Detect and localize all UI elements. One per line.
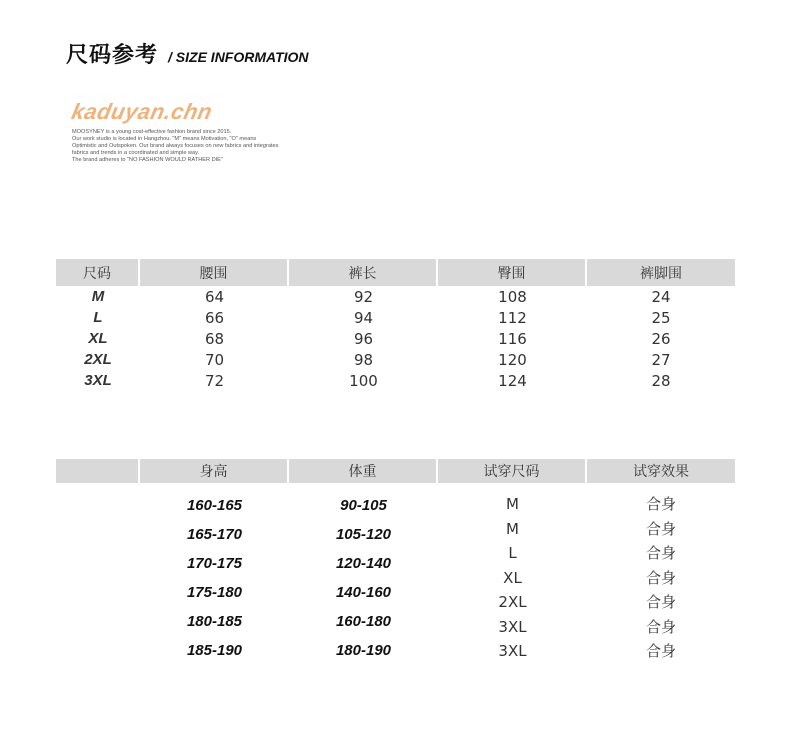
- effect-cell: 合身: [645, 593, 676, 611]
- page-header: [66, 38, 309, 69]
- brand-line: The brand adheres to "NO FASHION WOULD RATHER DIE": [72, 157, 223, 163]
- hip-cell: 112: [498, 308, 527, 327]
- table-row: [56, 370, 735, 391]
- hem-cell: 25: [651, 308, 671, 327]
- weight-cell: 105-120: [335, 526, 392, 543]
- table-row: [56, 286, 735, 307]
- weight-cell: 180-190: [335, 642, 392, 659]
- hem-cell: 26: [651, 329, 671, 348]
- height-cell: 160-165: [186, 497, 243, 514]
- header-cell: 裤长: [289, 259, 438, 286]
- size-cell: 3XL: [84, 372, 112, 389]
- size-cell: XL: [88, 330, 108, 347]
- hem-cell: 27: [651, 350, 671, 369]
- header-cell: 尺码: [56, 259, 140, 286]
- fit-table: [56, 459, 735, 673]
- length-cell: 98: [353, 350, 374, 369]
- size-cell: L: [93, 309, 103, 326]
- brand-line: fabrics and trends in a coordinated and simple way.: [72, 150, 200, 156]
- header-cell: 裤脚围: [640, 265, 682, 282]
- hem-cell: 24: [651, 287, 671, 306]
- height-cell: 180-185: [186, 613, 243, 630]
- hip-cell: 116: [498, 329, 527, 348]
- length-cell: 96: [353, 329, 374, 348]
- effect-cell: 合身: [645, 519, 676, 538]
- length-cell: 94: [353, 308, 374, 327]
- size-cell: M: [506, 495, 519, 513]
- waist-cell: 66: [204, 308, 225, 327]
- size-cell: 3XL: [498, 642, 527, 660]
- effect-column: [587, 492, 735, 664]
- effect-cell: 合身: [645, 617, 676, 636]
- header-cell: 臀围: [438, 259, 587, 286]
- size-table: [56, 259, 735, 391]
- weight-cell: 140-160: [335, 584, 392, 601]
- size-column: [438, 492, 587, 664]
- header-cell: 体重: [289, 459, 438, 483]
- effect-cell: 合身: [645, 495, 676, 513]
- header-cell: 试穿效果: [633, 464, 689, 480]
- brand-line: Our work studio is located in Hangzhou. "M" means Motivation, "O" means: [72, 136, 257, 142]
- page-title: 尺码参考: [66, 43, 159, 68]
- brand-description: [72, 129, 278, 164]
- hip-cell: 124: [498, 371, 527, 390]
- waist-cell: 64: [204, 287, 225, 306]
- brand-line: Optimistic and Outspoken. Our brand always focuses on new fabrics and integrates: [72, 143, 279, 149]
- effect-cell: 合身: [645, 568, 676, 587]
- size-cell: 2XL: [84, 351, 112, 368]
- size-cell: M: [506, 519, 519, 538]
- header-cell: 腰围: [140, 259, 289, 286]
- weight-column: [289, 491, 438, 665]
- waist-cell: 68: [204, 329, 225, 348]
- fit-table-body: [56, 483, 735, 673]
- table-row: [56, 349, 735, 370]
- size-table-header: [56, 259, 735, 286]
- height-column: [140, 491, 289, 665]
- table-row: [56, 307, 735, 328]
- brand-block: [69, 99, 279, 164]
- header-cell: 身高: [140, 459, 289, 483]
- weight-cell: 160-180: [335, 613, 392, 630]
- hem-cell: 28: [651, 371, 671, 390]
- brand-line: MOOSYNEY is a young cost-effective fashion brand since 2015.: [72, 129, 232, 135]
- length-cell: 92: [353, 287, 374, 306]
- hip-cell: 120: [498, 350, 527, 369]
- hip-cell: 108: [498, 287, 527, 306]
- page-subtitle: / SIZE INFORMATION: [168, 49, 309, 65]
- header-cell: [56, 459, 140, 483]
- height-cell: 185-190: [186, 642, 243, 659]
- table-row: [56, 328, 735, 349]
- weight-cell: 120-140: [335, 555, 392, 572]
- size-cell: L: [508, 544, 517, 562]
- waist-cell: 72: [204, 371, 225, 390]
- header-cell: 试穿尺码: [438, 459, 587, 483]
- brand-logo: kaduyan.chn: [69, 99, 215, 124]
- waist-cell: 70: [204, 350, 225, 369]
- effect-cell: 合身: [645, 642, 676, 660]
- height-cell: 165-170: [186, 526, 243, 543]
- height-cell: 175-180: [186, 584, 243, 601]
- size-cell: 3XL: [498, 617, 527, 636]
- fit-table-header: [56, 459, 735, 483]
- effect-cell: 合身: [645, 544, 676, 562]
- height-cell: 170-175: [186, 555, 243, 572]
- size-cell: XL: [503, 568, 522, 587]
- weight-cell: 90-105: [340, 497, 387, 514]
- length-cell: 100: [349, 371, 378, 390]
- size-cell: 2XL: [498, 593, 527, 611]
- size-cell: M: [91, 288, 105, 305]
